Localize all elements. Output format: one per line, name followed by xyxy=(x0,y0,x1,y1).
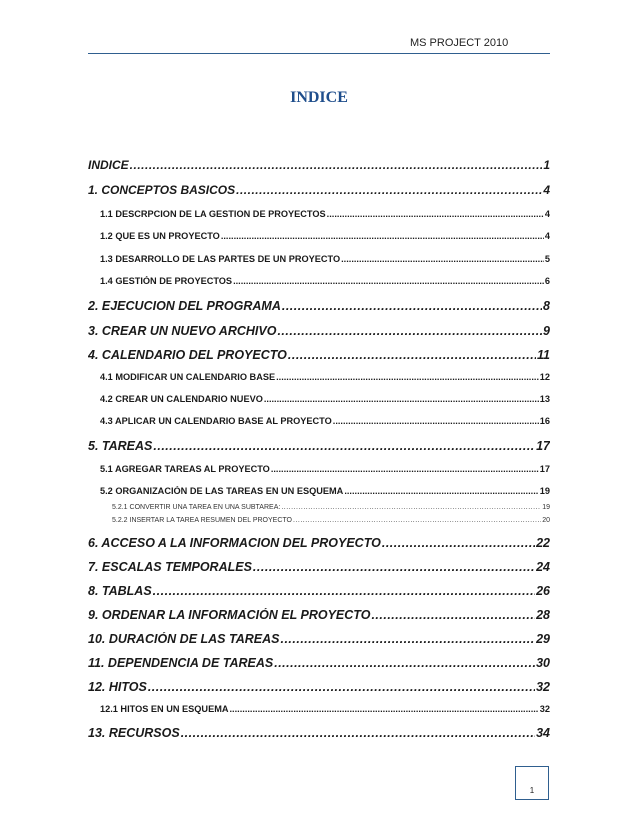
dot-leader xyxy=(233,276,544,286)
toc-entry-label: 3. CREAR UN NUEVO ARCHIVO xyxy=(88,324,277,338)
toc-entry-page: 4 xyxy=(544,209,550,219)
toc-entry-label: 4.3 APLICAR UN CALENDARIO BASE AL PROYECTO xyxy=(100,416,332,426)
toc-entry-page: 22 xyxy=(536,536,550,550)
toc-entry-label: 4.2 CREAR UN CALENDARIO NUEVO xyxy=(100,394,263,404)
dot-leader xyxy=(282,299,542,313)
page-number-box xyxy=(515,766,549,800)
toc-entry-4-1[interactable] xyxy=(88,372,550,382)
toc-entry-11[interactable] xyxy=(88,656,550,670)
toc-entry-label: 12.1 HITOS EN UN ESQUEMA xyxy=(100,704,229,714)
toc-entry-page: 17 xyxy=(536,439,550,453)
dot-leader xyxy=(230,704,539,714)
dot-leader xyxy=(333,416,539,426)
dot-leader xyxy=(344,486,538,496)
toc-entry-label: 6. ACCESO A LA INFORMACION DEL PROYECTO xyxy=(88,536,381,550)
dot-leader xyxy=(181,726,535,740)
toc-entry-3[interactable] xyxy=(88,324,550,338)
toc-entry-label: 7. ESCALAS TEMPORALES xyxy=(88,560,252,574)
toc-entry-4-2[interactable] xyxy=(88,394,550,404)
toc-entry-page: 12 xyxy=(539,372,550,382)
toc-entry-page: 24 xyxy=(536,560,550,574)
toc-entry-label: 5.2.1 CONVERTIR UNA TAREA EN UNA SUBTAREA: xyxy=(112,504,281,511)
toc-entry-12-1[interactable] xyxy=(88,704,550,714)
dot-leader xyxy=(371,608,535,622)
toc-entry-label: 8. TABLAS xyxy=(88,584,152,598)
toc-entry-5-2-2[interactable] xyxy=(88,517,550,524)
toc-entry-page: 9 xyxy=(543,324,550,338)
toc-entry-page: 11 xyxy=(537,348,550,362)
toc-entry-page: 19 xyxy=(542,504,550,511)
toc-entry-label: INDICE xyxy=(88,158,129,172)
toc-entry-page: 16 xyxy=(539,416,550,426)
toc-entry-page: 17 xyxy=(539,464,550,474)
toc-entry-label: 1.2 QUE ES UN PROYECTO xyxy=(100,231,220,241)
toc-entry-5-2-1[interactable] xyxy=(88,504,550,511)
toc-entry-label: 1.3 DESARROLLO DE LAS PARTES DE UN PROYECTO xyxy=(100,254,341,264)
toc-entry-7[interactable] xyxy=(88,560,550,574)
header-rule xyxy=(88,53,550,54)
dot-leader xyxy=(148,680,535,694)
toc-entry-label: 5. TAREAS xyxy=(88,439,153,453)
toc-entry-1[interactable] xyxy=(88,183,550,197)
dot-leader xyxy=(293,517,541,524)
toc-entry-label: 11. DEPENDENCIA DE TAREAS xyxy=(88,656,274,670)
toc-entry-label: 4. CALENDARIO DEL PROYECTO xyxy=(88,348,287,362)
toc-entry-page: 20 xyxy=(542,517,550,524)
toc-entry-page: 8 xyxy=(543,299,550,313)
toc-entry-4[interactable] xyxy=(88,348,550,362)
dot-leader xyxy=(153,584,535,598)
toc-entry-6[interactable] xyxy=(88,536,550,550)
toc-entry-page: 4 xyxy=(543,183,550,197)
toc-entry-1-1[interactable] xyxy=(88,209,550,219)
toc-entry-label: 2. EJECUCION DEL PROGRAMA xyxy=(88,299,281,313)
dot-leader xyxy=(264,394,539,404)
toc-entry-1-3[interactable] xyxy=(88,254,550,264)
toc-entry-13[interactable] xyxy=(88,726,550,740)
toc-entry-page: 26 xyxy=(536,584,550,598)
toc-entry-label: 13. RECURSOS xyxy=(88,726,180,740)
dot-leader xyxy=(271,464,539,474)
dot-leader xyxy=(253,560,535,574)
dot-leader xyxy=(277,324,542,338)
toc-entry-5-1[interactable] xyxy=(88,464,550,474)
toc-entry-page: 34 xyxy=(536,726,550,740)
page-number: 1 xyxy=(529,786,535,795)
toc-entry-4-3[interactable] xyxy=(88,416,550,426)
toc-entry-5-2[interactable] xyxy=(88,486,550,496)
toc-entry-page: 13 xyxy=(539,394,550,404)
toc-entry-label: 1.4 GESTIÓN DE PROYECTOS xyxy=(100,276,233,286)
toc-entry-label: 5.2.2 INSERTAR LA TAREA RESUMEN DEL PROYECTO xyxy=(112,517,292,524)
running-header: MS PROJECT 2010 xyxy=(410,37,509,49)
dot-leader xyxy=(274,656,535,670)
toc-entry-page: 30 xyxy=(536,656,550,670)
dot-leader xyxy=(327,209,544,219)
toc-entry-10[interactable] xyxy=(88,632,550,646)
dot-leader xyxy=(280,632,535,646)
dot-leader xyxy=(281,504,541,511)
toc-entry-page: 32 xyxy=(539,704,550,714)
toc-entry-page: 1 xyxy=(543,158,550,172)
page-title: INDICE xyxy=(290,89,348,106)
toc-entry-9[interactable] xyxy=(88,608,550,622)
toc-entry-label: 1.1 DESCRPCION DE LA GESTION DE PROYECTOS xyxy=(100,209,326,219)
toc-entry-label: 1. CONCEPTOS BASICOS xyxy=(88,183,236,197)
dot-leader xyxy=(221,231,544,241)
dot-leader xyxy=(276,372,539,382)
toc-entry-page: 19 xyxy=(539,486,550,496)
dot-leader xyxy=(153,439,535,453)
toc-entry-page: 32 xyxy=(536,680,550,694)
toc-entry-12[interactable] xyxy=(88,680,550,694)
dot-leader xyxy=(130,158,543,172)
dot-leader xyxy=(382,536,535,550)
toc-entry-5[interactable] xyxy=(88,439,550,453)
toc-entry-indice[interactable] xyxy=(88,158,550,172)
toc-entry-label: 4.1 MODIFICAR UN CALENDARIO BASE xyxy=(100,372,276,382)
toc-entry-page: 28 xyxy=(536,608,550,622)
toc-entry-label: 12. HITOS xyxy=(88,680,147,694)
toc-entry-page: 5 xyxy=(544,254,550,264)
dot-leader xyxy=(236,183,542,197)
toc-entry-label: 9. ORDENAR LA INFORMACIÓN EL PROYECTO xyxy=(88,608,371,622)
dot-leader xyxy=(341,254,544,264)
toc-entry-1-4[interactable] xyxy=(88,276,550,286)
toc-entry-2[interactable] xyxy=(88,299,550,313)
toc-entry-page: 6 xyxy=(544,276,550,286)
toc-entry-8[interactable] xyxy=(88,584,550,598)
toc-entry-page: 29 xyxy=(536,632,550,646)
toc-entry-1-2[interactable] xyxy=(88,231,550,241)
toc-entry-label: 5.2 ORGANIZACIÓN DE LAS TAREAS EN UN ESQUEMA xyxy=(100,486,344,496)
dot-leader xyxy=(288,348,536,362)
toc-entry-label: 10. DURACIÓN DE LAS TAREAS xyxy=(88,632,280,646)
toc-entry-label: 5.1 AGREGAR TAREAS AL PROYECTO xyxy=(100,464,270,474)
toc-entry-page: 4 xyxy=(544,231,550,241)
